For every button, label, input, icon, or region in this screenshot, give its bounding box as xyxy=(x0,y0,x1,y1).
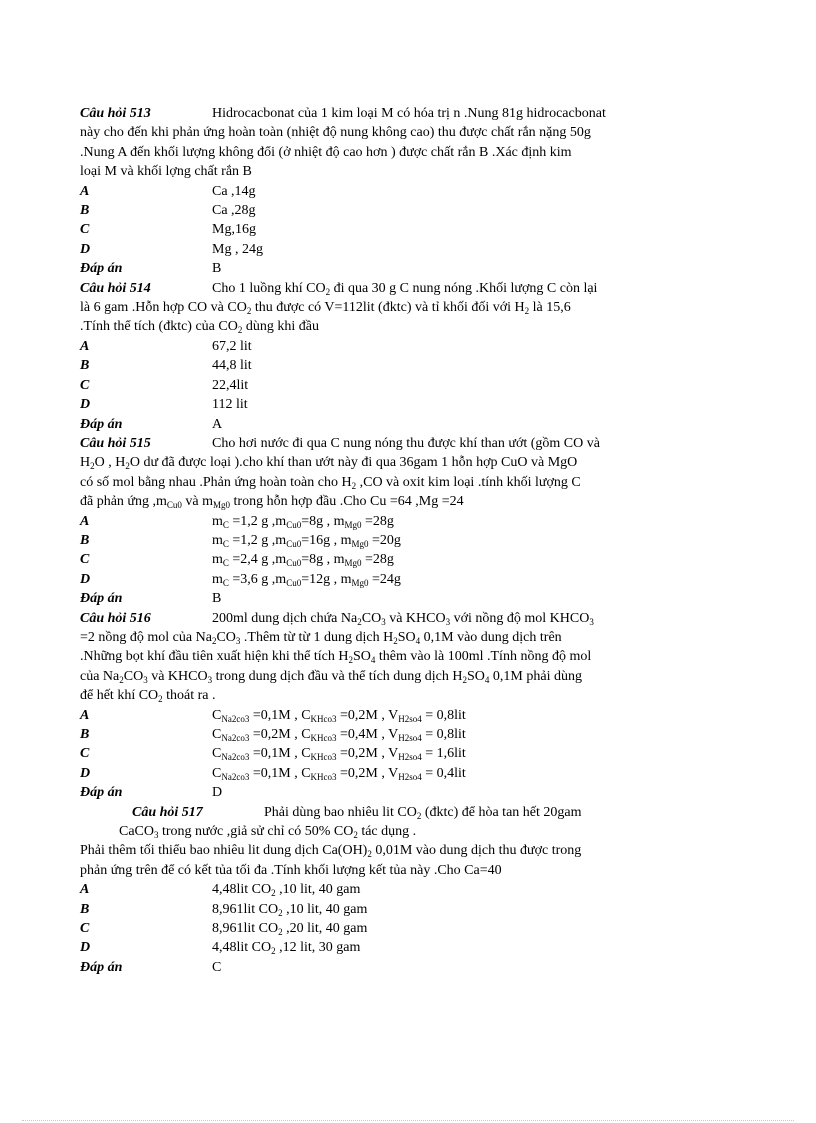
question-513-heading xyxy=(80,104,664,123)
question-515-label: Câu hỏi 515 xyxy=(80,435,151,451)
question-517-heading xyxy=(80,803,664,822)
question-516-line: của $Na_2CO_3$ và $KHCO_3$ trong dung dịch đầu và thể tích dung dịch $H_2SO_4$ 0,1M phải dùng xyxy=(80,668,582,685)
option-a: A Ca ,14g xyxy=(80,183,256,199)
question-517-line: Phải thêm tối thiểu bao nhiêu lit dung dịch $Ca(OH)_2$ 0,01M vào dung dịch thu được trong xyxy=(80,843,582,860)
question-513-label: Câu hỏi 513 xyxy=(80,106,151,121)
option-b: B $m_C =1,2$ g $,m_{Cu0}=16g$ , $m_{Mg0} =20g$ xyxy=(80,532,401,549)
answer-row: Đáp án C xyxy=(80,959,222,975)
option-c: C $C_{Na2co3} =0,1M$ , $C_{KHco3} =0,2M$ , $V_{H2so4} = 1,6lit$ xyxy=(80,746,466,763)
answer-row: Đáp án B xyxy=(80,261,222,277)
question-517-text-first: Phải dùng bao nhiêu lit $CO_2$ (đktc) để hòa tan hết 20gam xyxy=(264,804,582,821)
question-516-line: .Những bọt khí đầu tiên xuất hiện khi thể tích $H_2SO_4$ thêm vào là 100ml .Tính nồng độ mol xyxy=(80,649,592,666)
option-a: A $C_{Na2co3} =0,1M$ , $C_{KHco3} =0,2M$ , $V_{H2so4} = 0,8lit$ xyxy=(80,707,466,724)
option-c: C 8,961lit $CO_2$ ,20 lit, 40 gam xyxy=(80,921,368,938)
document-page xyxy=(80,104,664,977)
option-a: A $m_C =1,2$ g $,m_{Cu0}=8g$ , $m_{Mg0} =28g$ xyxy=(80,513,394,530)
question-516-line: =2 nồng độ mol của $Na_2CO_3$ .Thêm từ từ 1 dung dịch $H_2SO_4$ 0,1M vào dung dịch trên xyxy=(80,629,562,646)
question-513-line: loại M và khối lợng chất rắn B xyxy=(80,164,252,180)
option-b: B $C_{Na2co3} =0,2M$ , $C_{KHco3} =0,4M$ , $V_{H2so4} = 0,8lit$ xyxy=(80,727,466,743)
question-516-heading xyxy=(80,609,664,628)
question-514-label: Câu hỏi 514 xyxy=(80,280,151,296)
option-d: D $m_C =3,6$ g $,m_{Cu0}=12g$ , $m_{Mg0} =24g$ xyxy=(80,571,401,588)
answer-row: Đáp án B xyxy=(80,591,222,607)
option-a: A 67,2 lit xyxy=(80,338,252,354)
option-a: A 4,48lit $CO_2$ ,10 lit, 40 gam xyxy=(80,882,361,899)
question-514-line: .Tính thể tích (đktc) của $CO_2$ dùng khi đầu xyxy=(80,319,319,336)
option-b: B 44,8 lit xyxy=(80,358,252,374)
page-bottom-border xyxy=(22,1120,794,1121)
question-515-heading xyxy=(80,434,664,453)
question-515-line: đã phản ứng $,m_{Cu0}$ và $m_{Mg0}$ trong hỗn hợp đầu .Cho Cu =64 ,Mg =24 xyxy=(80,494,464,511)
question-514 xyxy=(80,279,664,434)
question-514-heading xyxy=(80,279,664,298)
question-513 xyxy=(80,104,664,279)
option-b: B Ca ,28g xyxy=(80,203,256,219)
question-516-text-first: 200ml dung dịch chứa $Na_2CO_3$ và $KHCO_3$ với nồng độ mol $KHCO_3$ xyxy=(212,610,594,627)
question-515-text-first: Cho hơi nước đi qua C nung nóng thu được khí than ướt (gồm CO và xyxy=(212,435,600,451)
question-515-line: $H_2O$ , $H_2O$ dư đã được loại ).cho khí than ướt này đi qua 36gam 1 hỗn hợp CuO và MgO xyxy=(80,455,578,472)
option-c: C Mg,16g xyxy=(80,222,256,238)
question-517 xyxy=(80,803,664,978)
option-d: D Mg , 24g xyxy=(80,241,263,257)
question-516 xyxy=(80,609,664,803)
question-516-line: để hết khí $CO_2$ thoát ra . xyxy=(80,688,216,705)
option-c: C 22,4lit xyxy=(80,377,249,393)
question-514-line: là 6 gam .Hỗn hợp CO và $CO_2$ thu được có V=112lit (đktc) và tỉ khối đối với $H_2$ là 15,6 xyxy=(80,300,571,317)
option-b: B 8,961lit $CO_2$ ,10 lit, 40 gam xyxy=(80,901,368,918)
question-515 xyxy=(80,434,664,609)
option-d: D 4,48lit $CO_2$ ,12 lit, 30 gam xyxy=(80,940,361,957)
question-517-line: CaCO$_3$ trong nước ,giả sử chỉ có 50% $CO_2$ tác dụng . xyxy=(119,824,417,841)
question-513-text-first: Hidrocacbonat của 1 kim loại M có hóa trị n .Nung 81g hidrocacbonat xyxy=(212,106,606,121)
answer-row: Đáp án D xyxy=(80,785,223,801)
answer-row: Đáp án A xyxy=(80,416,223,432)
question-515-line: có số mol bằng nhau .Phản ứng hoàn toàn cho $H_2$ ,CO và oxit kim loại .tính khối lượng C xyxy=(80,474,581,491)
question-516-label: Câu hỏi 516 xyxy=(80,610,151,626)
question-513-line: .Nung A đến khối lượng không đổi (ở nhiệt độ cao hơn ) được chất rắn B .Xác định kim xyxy=(80,144,572,160)
option-d: D $C_{Na2co3} =0,1M$ , $C_{KHco3} =0,2M$ , $V_{H2so4} = 0,4lit$ xyxy=(80,765,466,782)
question-513-line: này cho đến khi phản ứng hoàn toàn (nhiệt độ nung không cao) thu được chất rắn nặng 50g xyxy=(80,125,591,141)
question-517-line: phản ứng trên để có kết tủa tối đa .Tính khối lượng kết tủa này .Cho Ca=40 xyxy=(80,862,502,878)
question-514-text-first: Cho 1 luồng khí $CO_2$ đi qua 30 g C nung nóng .Khối lượng C còn lại xyxy=(212,280,598,297)
option-c: C $m_C =2,4$ g $,m_{Cu0}=8g$ , $m_{Mg0} =28g$ xyxy=(80,552,394,569)
question-517-label: Câu hỏi 517 xyxy=(132,804,203,820)
option-d: D 112 lit xyxy=(80,397,248,413)
